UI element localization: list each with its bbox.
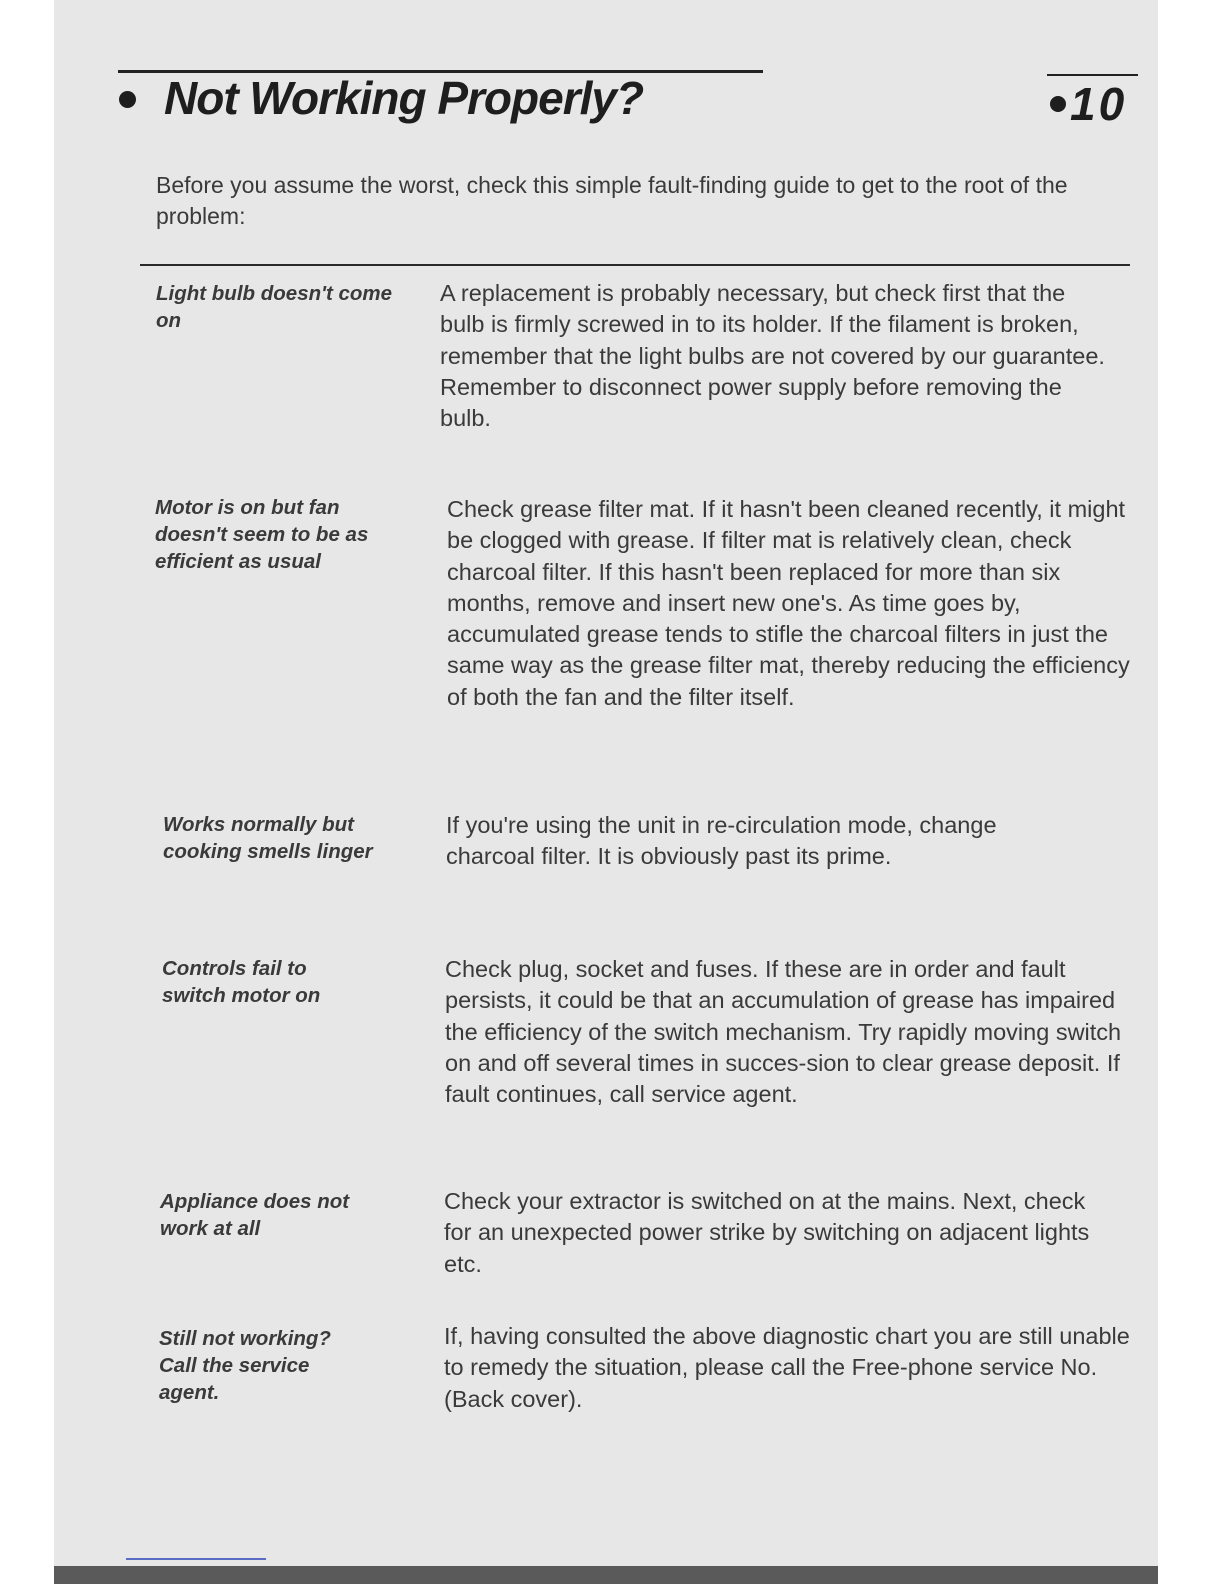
page-number: 10 (1070, 78, 1128, 130)
scan-margin-right (1158, 0, 1224, 1584)
fault-remedy: If, having consulted the above diagnostic chart you are still unable to remedy the situation, please call the Free-phone service No. (Back cover). (444, 1323, 1130, 1412)
fault-remedy: A replacement is probably necessary, but check first that the bulb is firmly screwed in to its holder. If the filament is broken, remember that the light bulbs are not covered by our guarantee. Remember to disconnect power supply before removing the bulb. (440, 280, 1105, 432)
fault-symptom: Still not working? Call the service agent. (159, 1327, 331, 1404)
fault-remedy: Check your extractor is switched on at the mains. Next, check for an unexpected power strike by switching on adjacent lights etc. (444, 1188, 1090, 1277)
intro-paragraph: Before you assume the worst, check this simple fault-finding guide to get to the root of the problem: (156, 172, 1068, 229)
fault-symptom: Light bulb doesn't come on (156, 282, 393, 332)
fault-remedy: Check plug, socket and fuses. If these are in order and fault persists, it could be that an accumulation of grease has impaired the efficiency of the switch mechanism. Try rapidly moving switch on and off several times in succes-sion to clear grease deposit. If fault continues, call service agent. (445, 956, 1122, 1108)
scan-margin-left (0, 0, 54, 1584)
fault-symptom: Works normally but cooking smells linger (163, 813, 373, 863)
title-bullet-icon (119, 91, 136, 108)
fault-remedy: Check grease filter mat. If it hasn't been cleaned recently, it might be clogged with grease. If filter mat is relatively clean, check charcoal filter. If this hasn't been replaced for more than six months, remove and insert new one's. As time goes by, accumulated grease tends to stifle the charcoal filters in just the same way as the grease filter mat, thereby reducing the efficiency of both the fan and the filter itself. (447, 496, 1130, 710)
page-title: Not Working Properly? (164, 72, 644, 124)
page-number-bullet-icon (1050, 96, 1066, 112)
fault-symptom: Motor is on but fan doesn't seem to be as efficient as usual (155, 496, 369, 573)
bottom-edge-mark (126, 1558, 266, 1560)
fault-remedy: If you're using the unit in re-circulation mode, change charcoal filter. It is obviously past its prime. (446, 812, 997, 870)
fault-symptom: Appliance does not work at all (160, 1190, 350, 1240)
fault-symptom: Controls fail to switch motor on (162, 957, 321, 1007)
table-divider (140, 264, 1130, 266)
